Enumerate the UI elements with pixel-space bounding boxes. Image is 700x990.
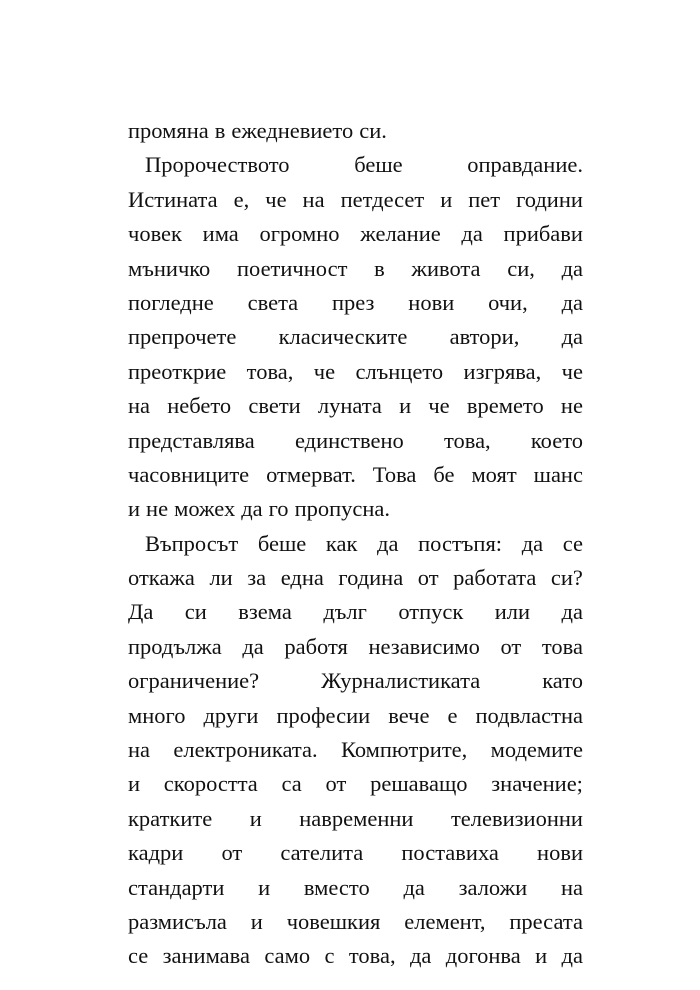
text-line: Истината е, че на петдесет и пет години	[128, 186, 583, 212]
text-line: много други професии вече е подвластна	[128, 702, 583, 728]
text-line: промяна в ежедневието си.	[128, 118, 387, 143]
text-line: на електрониката. Компютрите, модемите	[128, 737, 583, 763]
text-line: Пророчеството беше оправдание.	[145, 152, 583, 178]
text-line: размисъла и човешкия елемент, пресата	[128, 908, 583, 934]
text-line: кратките и навременни телевизионни	[128, 805, 583, 831]
text-line: Да си взема дълг отпуск или да	[128, 599, 583, 625]
text-line: ограничение? Журналистиката като	[128, 668, 583, 694]
text-line: погледне света през нови очи, да	[128, 289, 583, 315]
text-line: човек има огромно желание да прибави	[128, 221, 583, 247]
text-line: и не можех да го пропусна.	[128, 496, 391, 522]
text-line: мъничко поетичност в живота си, да	[128, 255, 583, 281]
text-line: представлява единствено това, което	[128, 427, 583, 453]
text-line: кадри от сателита поставиха нови	[128, 840, 583, 866]
text-line: часовниците отмерват. Това бе моят шанс	[128, 461, 583, 487]
text-line: Въпросът беше как да постъпя: да се	[145, 530, 583, 556]
text-line: откажа ли за една година от работата си?	[128, 565, 583, 591]
text-line: препрочете класическите автори, да	[128, 324, 583, 350]
book-page-text	[128, 114, 583, 974]
text-line: преоткрие това, че слънцето изгрява, че	[128, 358, 583, 384]
text-line: продължа да работя независимо от това	[128, 633, 583, 659]
text-line: и скоростта са от решаващо значение;	[128, 771, 583, 797]
text-line: стандарти и вместо да заложи на	[128, 874, 583, 900]
text-line: се занимава само с това, да догонва и да	[128, 943, 583, 969]
text-line: на небето свети луната и че времето не	[128, 393, 583, 419]
